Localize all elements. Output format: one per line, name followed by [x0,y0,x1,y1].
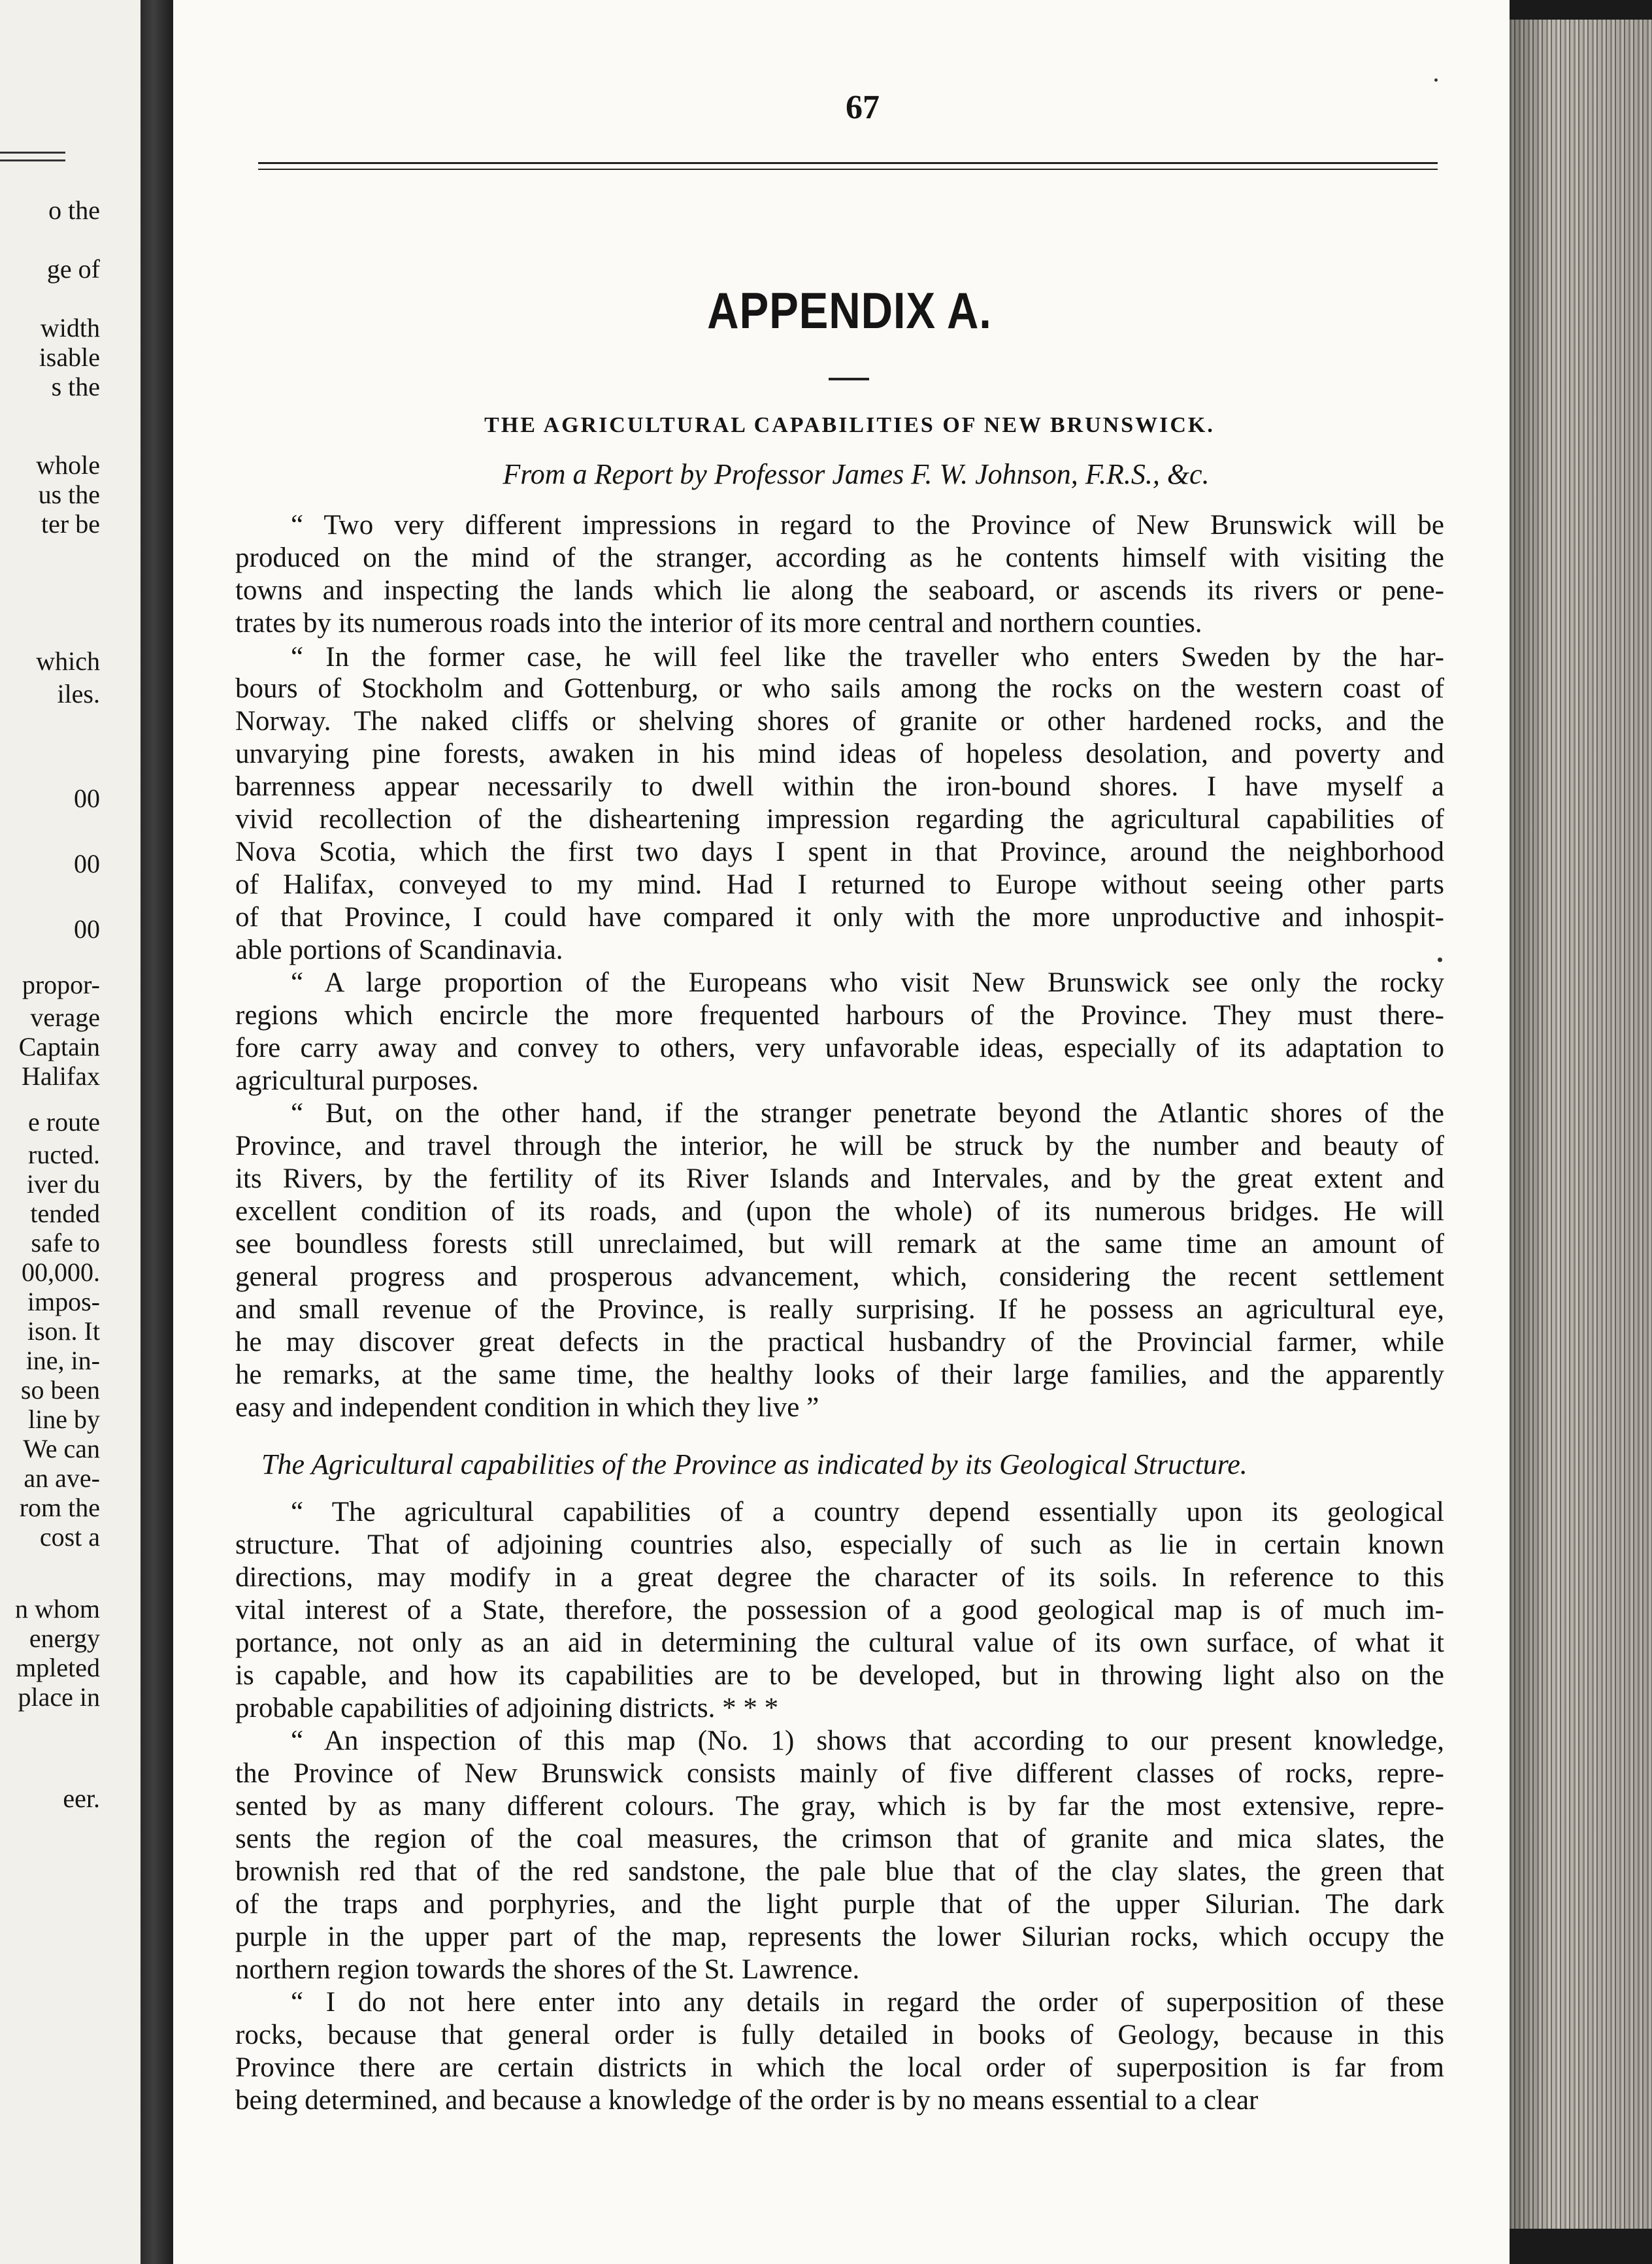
body-line: directions, may modify in a great degree the character of its soils. In reference to this [235,1562,1444,1593]
left-page-fragment: s the [51,372,100,401]
left-page-fragment: line by [28,1405,100,1434]
left-page-rule [0,152,65,154]
body-line: and small revenue of the Province, is really surprising. If he possess an agricultural eye, [235,1294,1444,1325]
left-page-fragment: We can [23,1434,100,1463]
body-line: of Halifax, conveyed to my mind. Had I returned to Europe without seeing other parts [235,869,1444,900]
left-facing-page [0,0,140,2264]
body-line: brownish red that of the red sandstone, the pale blue that of the clay slates, the green that [235,1856,1444,1887]
body-line: purple in the upper part of the map, represents the lower Silurian rocks, which occupy the [235,1922,1444,1952]
body-line: unvarying pine forests, awaken in his mind ideas of hopeless desolation, and poverty and [235,739,1444,769]
body-line: fore carry away and convey to others, very unfavorable ideas, especially of its adaptation to [235,1033,1444,1063]
left-page-fragment: ter be [41,509,100,539]
body-line: he remarks, at the same time, the healthy looks of their large families, and the apparently [235,1359,1444,1390]
body-line: agricultural purposes. [235,1065,479,1096]
left-page-fragment: eer. [63,1784,100,1813]
body-line: northern region towards the shores of the St. Lawrence. [235,1954,860,1985]
left-page-fragment: so been [20,1375,100,1405]
left-page-fragment: cost a [39,1522,100,1552]
body-line: the Province of New Brunswick consists mainly of five different classes of rocks, repre- [235,1758,1444,1789]
left-page-fragment: width [40,313,100,342]
left-page-fragment: place in [18,1682,100,1712]
left-page-fragment: 00 [74,849,100,878]
body-line: able portions of Scandinavia. [235,935,563,965]
left-page-fragment: energy [29,1623,100,1653]
body-line: portance, not only as an aid in determining the cultural value of its own surface, of what it [235,1627,1444,1658]
body-line: “ A large proportion of the Europeans who visit New Brunswick see only the rocky [291,967,1444,998]
title-rule [829,378,869,380]
page-number: 67 [846,89,880,126]
body-line: rocks, because that general order is fully detailed in books of Geology, because in this [235,2020,1444,2050]
body-line: excellent condition of its roads, and (upon the whole) of its numerous bridges. He will [235,1196,1444,1227]
left-page-fragment: ructed. [28,1140,100,1169]
left-page-fragment: n whom [15,1594,100,1623]
left-page-fragment: tended [30,1199,100,1228]
body-line: bours of Stockholm and Gottenburg, or who sails among the rocks on the western coast of [235,673,1444,704]
body-line: produced on the mind of the stranger, according as he contents himself with visiting the [235,542,1444,573]
left-page-fragment: o the [48,195,100,225]
left-page-fragment: which [36,646,100,676]
left-page-fragment: isable [39,342,100,372]
body-line: structure. That of adjoining countries also, especially of such as lie in certain known [235,1529,1444,1560]
left-page-fragment: Captain [18,1032,100,1061]
left-page-fragment: ison. It [27,1316,100,1346]
body-line: “ I do not here enter into any details in regard the order of superposition of these [291,1987,1444,2018]
subtitle: THE AGRICULTURAL CAPABILITIES OF NEW BRUNSWICK. [484,413,1215,437]
body-line: vivid recollection of the disheartening impression regarding the agricultural capabilities of [235,804,1444,835]
header-rule-top [258,162,1438,164]
left-page-fragment: iver du [26,1169,100,1199]
left-page-rule [0,159,65,161]
left-page-fragment: an ave- [24,1463,100,1493]
left-page-fragment: whole [36,450,100,480]
body-line: see boundless forests still unreclaimed, but will remark at the same time an amount of [235,1229,1444,1259]
body-line: he may discover great defects in the practical husbandry of the Provincial farmer, while [235,1327,1444,1357]
left-page-fragment: ge of [46,254,100,284]
body-line: sented by as many different colours. The gray, which is by far the most extensive, repre- [235,1791,1444,1822]
body-line: easy and independent condition in which they live ” [235,1392,819,1423]
body-line: general progress and prosperous advancement, which, considering the recent settlement [235,1261,1444,1292]
header-rule-bottom [258,169,1438,170]
left-page-fragment: ine, in- [25,1346,100,1375]
body-line: “ An inspection of this map (No. 1) shows that according to our present knowledge, [291,1725,1444,1756]
left-page-fragment: iles. [57,679,100,708]
appendix-title: APPENDIX A. [707,282,992,339]
left-page-fragment: 00,000. [22,1257,100,1287]
body-line: Norway. The naked cliffs or shelving shores of granite or other hardened rocks, and the [235,706,1444,737]
left-page-fragment: propor- [22,970,100,999]
left-page-fragment: 00 [74,784,100,813]
left-page-fragment: us the [38,480,100,509]
body-line: its Rivers, by the fertility of its River Islands and Intervales, and by the great extent and [235,1163,1444,1194]
body-line: barrenness appear necessarily to dwell within the iron-bound shores. I have myself a [235,771,1444,802]
body-line: Nova Scotia, which the first two days I spent in that Province, around the neighborhood [235,837,1444,867]
left-page-fragment: 00 [74,914,100,944]
body-line: trates by its numerous roads into the interior of its more central and northern counties. [235,608,1202,639]
body-line: “ In the former case, he will feel like the traveller who enters Sweden by the har- [291,642,1444,673]
left-page-fragment: e route [28,1107,100,1137]
book-gutter [140,0,173,2264]
left-page-fragment: safe to [31,1228,100,1257]
body-line: “ The agricultural capabilities of a country depend essentially upon its geological [291,1497,1444,1527]
section-heading: The Agricultural capabilities of the Province as indicated by its Geological Structure. [261,1448,1247,1480]
left-page-fragment: rom the [19,1493,100,1522]
body-line: is capable, and how its capabilities are to be developed, but in throwing light also on the [235,1660,1444,1691]
body-line: sents the region of the coal measures, the crimson that of granite and mica slates, the [235,1823,1444,1854]
left-page-fragment: mpleted [16,1653,100,1682]
body-line: of that Province, I could have compared it only with the more unproductive and inhospit- [235,902,1444,933]
body-line: of the traps and porphyries, and the light purple that of the upper Silurian. The dark [235,1889,1444,1920]
page-stack-edge [1510,20,1652,2229]
left-page-fragment: impos- [27,1287,100,1316]
ink-speck [1434,78,1438,82]
body-line: Province there are certain districts in which the local order of superposition is far from [235,2052,1444,2083]
byline: From a Report by Professor James F. W. Johnson, F.R.S., &c. [503,458,1210,490]
body-line: vital interest of a State, therefore, the possession of a good geological map is of much im- [235,1595,1444,1625]
body-line: “ But, on the other hand, if the stranger penetrate beyond the Atlantic shores of the [291,1098,1444,1129]
body-line: regions which encircle the more frequented harbours of the Province. They must there- [235,1000,1444,1031]
left-page-fragment: verage [30,1003,100,1032]
body-line: towns and inspecting the lands which lie along the seaboard, or ascends its rivers or pene- [235,575,1444,606]
left-page-fragment: Halifax [22,1061,100,1091]
ink-speck [1438,957,1442,962]
body-line: being determined, and because a knowledge of the order is by no means essential to a clear [235,2085,1259,2116]
body-line: “ Two very different impressions in regard to the Province of New Brunswick will be [291,510,1444,541]
body-line: Province, and travel through the interior, he will be struck by the number and beauty of [235,1131,1444,1161]
body-line: probable capabilities of adjoining districts. * * * [235,1693,779,1723]
